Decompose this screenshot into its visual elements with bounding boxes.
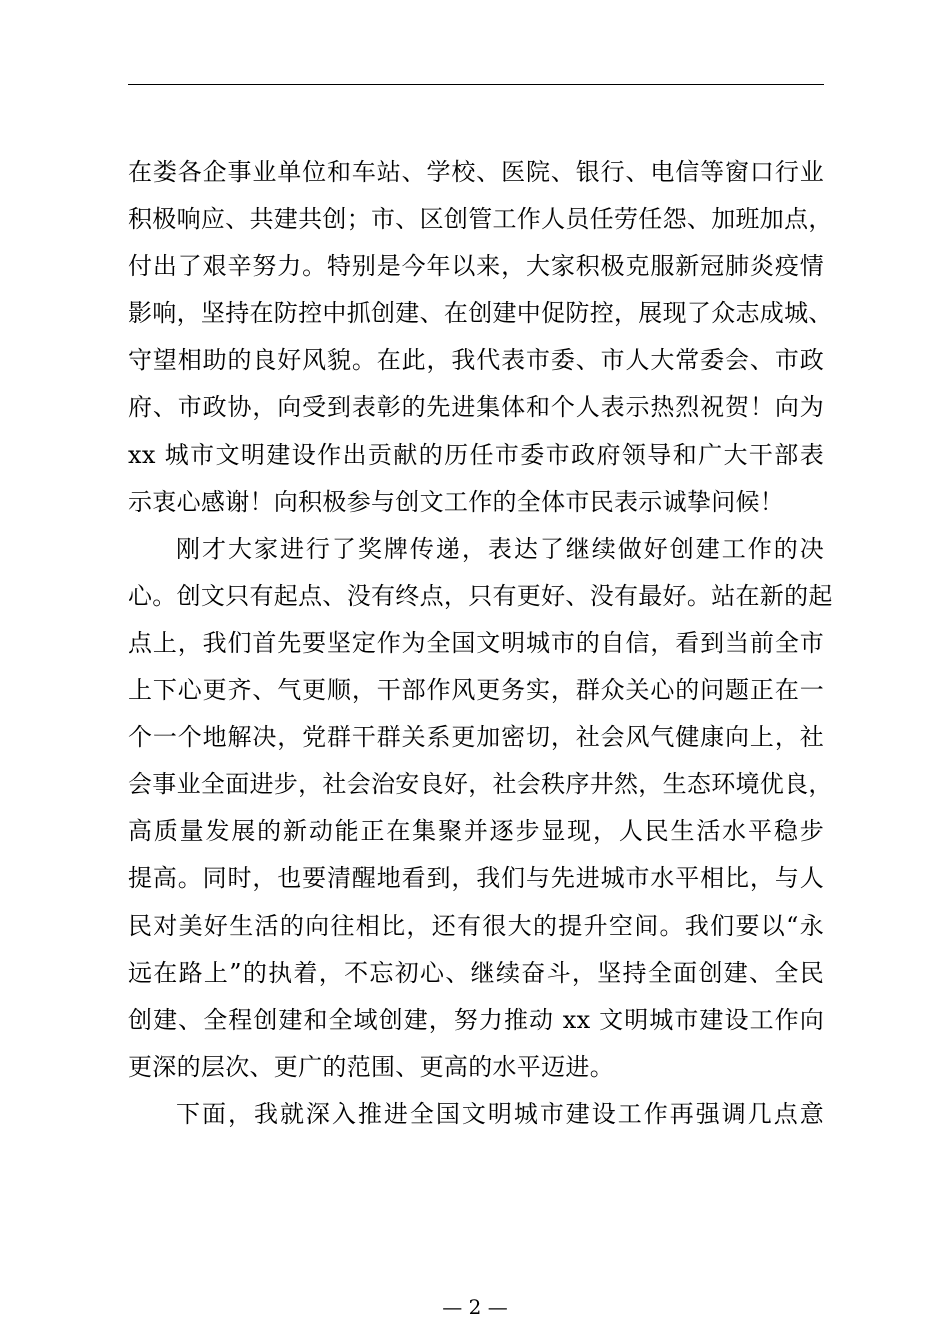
paragraph-3 bbox=[128, 1091, 824, 1138]
text-line: 提高。同时，也要清醒地看到，我们与先进城市水平相比，与人 bbox=[128, 864, 824, 893]
text-line: 心。创文只有起点、没有终点，只有更好、没有最好。站在新的起 bbox=[128, 581, 833, 610]
header-rule bbox=[128, 84, 824, 85]
paragraph-1 bbox=[128, 149, 833, 526]
text-line: 个一个地解决，党群干群关系更加密切，社会风气健康向上，社 bbox=[128, 723, 824, 752]
paragraph-2 bbox=[128, 526, 833, 1091]
text-line: 影响，坚持在防控中抓创建、在创建中促防控，展现了众志成城、 bbox=[128, 299, 833, 328]
text-line: 高质量发展的新动能正在集聚并逐步显现，人民生活水平稳步 bbox=[128, 817, 824, 846]
text-line: 创建、全程创建和全域创建，努力推动 xx 文明城市建设工作向 bbox=[128, 1005, 824, 1034]
text-line: 积极响应、共建共创；市、区创管工作人员任劳任怨、加班加点， bbox=[128, 205, 833, 234]
text-line: 点上，我们首先要坚定作为全国文明城市的自信，看到当前全市 bbox=[128, 628, 824, 657]
page-number: — 2 — bbox=[442, 1295, 508, 1319]
text-line: 会事业全面进步，社会治安良好，社会秩序井然，生态环境优良， bbox=[128, 770, 833, 799]
text-line: 示衷心感谢！向积极参与创文工作的全体市民表示诚挚问候！ bbox=[128, 487, 785, 516]
text-line: 下面，我就深入推进全国文明城市建设工作再强调几点意 bbox=[176, 1099, 824, 1128]
text-line: 付出了艰辛努力。特别是今年以来，大家积极克服新冠肺炎疫情 bbox=[128, 252, 824, 281]
text-line: xx 城市文明建设作出贡献的历任市委市政府领导和广大干部表 bbox=[128, 440, 824, 469]
text-line: 远在路上”的执着，不忘初心、继续奋斗，坚持全面创建、全民 bbox=[128, 958, 824, 987]
text-line: 府、市政协，向受到表彰的先进集体和个人表示热烈祝贺！向为 bbox=[128, 393, 824, 422]
text-line: 民对美好生活的向往相比，还有很大的提升空间。我们要以“永 bbox=[128, 911, 824, 940]
text-line: 上下心更齐、气更顺，干部作风更务实，群众关心的问题正在一 bbox=[128, 676, 824, 705]
text-line: 守望相助的良好风貌。在此，我代表市委、市人大常委会、市政 bbox=[128, 346, 824, 375]
document-body bbox=[128, 149, 833, 1138]
text-line: 更深的层次、更广的范围、更高的水平迈进。 bbox=[128, 1052, 614, 1081]
text-line: 在娄各企事业单位和车站、学校、医院、银行、电信等窗口行业 bbox=[128, 158, 824, 186]
text-line: 刚才大家进行了奖牌传递，表达了继续做好创建工作的决 bbox=[176, 534, 824, 563]
